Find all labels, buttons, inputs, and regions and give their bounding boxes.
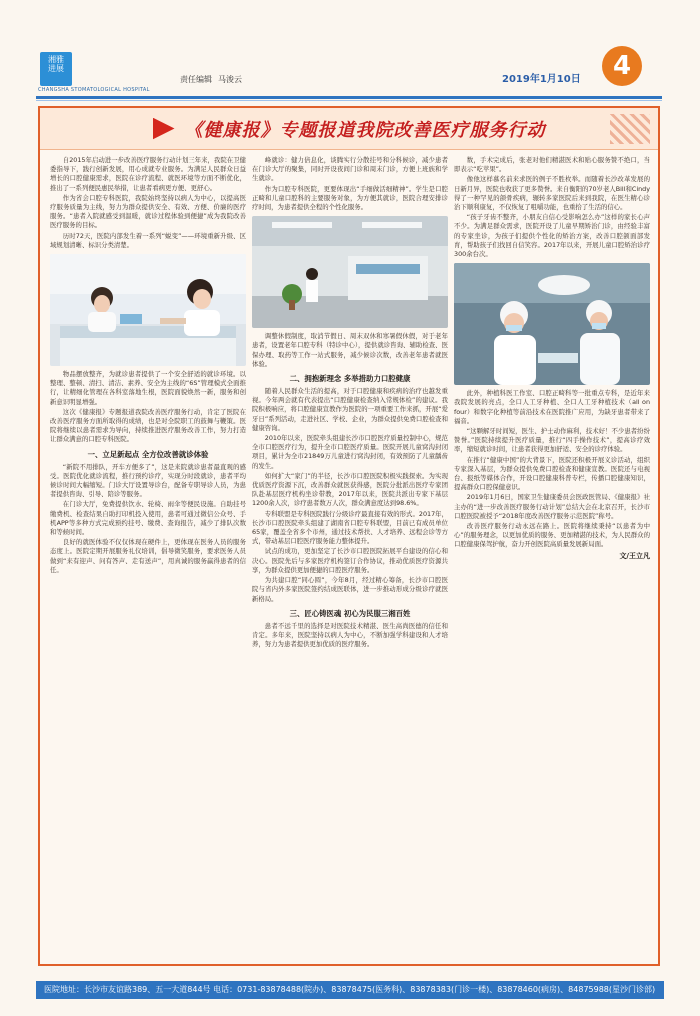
- headline: 《健康报》专题报道我院改善医疗服务行动: [184, 119, 546, 141]
- arrow-icon: [153, 118, 175, 140]
- article-column-3: [454, 156, 650, 962]
- paragraph: “新院不用排队，开车方便多了”，这是来院就诊患者最直观的感受。医院优化就诊流程，推行预约诊疗，实现分时段就诊，患者平均候诊时间大幅缩短。门诊大厅设置导诊台，配备专职导诊人员，为患者提供咨询、引导、陪诊等服务。: [50, 462, 246, 499]
- paragraph: 在推行“健康中国”的大背景下，医院还积极开展义诊活动，组织专家深入基层，为群众提供免费口腔检查和健康宣教。医院还与电视台、报纸等媒体合作，开设口腔健康科普专栏，传播口腔健康知识，提高群众口腔保健意识。: [454, 455, 650, 492]
- logo-subtitle: CHANGSHA STOMATOLOGICAL HOSPITAL: [38, 87, 150, 93]
- paragraph: 患者不远千里的选择是对医院技术精湛、医生高尚医德的信任和肯定。多年来，医院坚持以病人为中心，不断加强学科建设和人才培养，努力为患者提供更加优质的医疗服务。: [252, 621, 448, 649]
- masthead: [0, 0, 700, 96]
- author-byline: 文/王立凡: [619, 551, 650, 560]
- editor-label: 责任编辑: [180, 75, 212, 84]
- footer-contact-bar: 医院地址：长沙市友谊路389、五一大道844号 电话：0731-83878488(院办)、83878475(医务科)、83878383(门诊一楼)、83878460(病房)、84875988(星沙门诊部): [36, 981, 664, 999]
- photo-hospital-lobby: [252, 216, 448, 328]
- logo-line-2: 进展: [48, 64, 64, 73]
- paragraph: 2010年以来，医院牵头组建长沙市口腔医疗质量控制中心，规范全市口腔医疗行为，提升全市口腔医疗质量。医院开展儿童窝沟封闭项目，累计为全市21849万儿童进行窝沟封闭，有效预防了儿童龋齿的发生。: [252, 434, 448, 470]
- paragraph: “孩子牙齿不整齐，小朋友自信心受影响怎么办”这样的家长心声不少。为满足群众需求，医院开设了儿童早期矫治门诊，由经验丰富的专家坐诊，为孩子们提供个性化的矫治方案，改善口腔颌面部发育，帮助孩子们找回自信笑容。2017年以来，开展儿童口腔矫治诊疗300余台次。: [454, 213, 650, 259]
- paragraph: 这次《健康报》专题报道我院改善医疗服务行动，肯定了医院在改善医疗服务方面所取得的成绩，也是对全院职工的鼓舞与鞭策。医院将继续以患者需求为导向，持续推进医疗服务改善工作，努力打造让群众满意的口腔专科医院。: [50, 407, 246, 444]
- paragraph: 改善医疗服务行动永远在路上。医院将继续秉持“以患者为中心”的服务理念，以更加优质的服务、更加精湛的技术，为人民群众的口腔健康保驾护航，奋力开创医院高质量发展新局面。: [454, 522, 650, 549]
- newspaper-logo: [40, 52, 72, 86]
- header-rule: [36, 96, 662, 99]
- paragraph: 2019年1月6日，国家卫生健康委员会医政医管局、《健康报》社主办的“进一步改善医疗服务行动计划”总结大会在北京召开，长沙市口腔医院被授予“2018年度改善医疗服务示范医院”称号。: [454, 493, 650, 520]
- paragraph: 调整休假制度，取消节假日、周末双休和寒暑假休假，对于老年患者，设置老年口腔专科（特诊中心），提供就诊咨询、辅助检查、医保办理、取药等工作一站式服务，减少候诊次数，改善老年患者就医体验。: [252, 332, 448, 368]
- paragraph: “这颗解牙时间短，医生、护士动作麻利，技术好！不少患者纷纷赞誉。”医院持续提升医疗质量，推行“四手操作技术”，提高诊疗效率，缩短就诊时间，让患者获得更加舒适、安全的诊疗体验。: [454, 427, 650, 454]
- paragraph: 数，手术完成后，张老对他们精湛医术和贴心服务赞不绝口，当即表示“吃苹果”。: [454, 156, 650, 174]
- paragraph: 历时72天，医院内部发生着一系列“蜕变”——环境重新升级、区域规划清晰、标识分类清楚。: [50, 231, 246, 249]
- page-number-badge: 4: [602, 46, 642, 86]
- headline-banner: [40, 108, 658, 150]
- paragraph: 如何扩大“家门”的半径，长沙市口腔医院积极实践探索。为实现优质医疗资源下沉，改善群众就医获得感，医院分批派出医疗专家团队赴基层医疗机构坐诊带教，2017年以来，医院共派出专家下基层1200余人次，诊疗患者数万人次，群众满意度达到98.6%。: [252, 471, 448, 508]
- paragraph: 峰就诊：健力倍息化，谈腾实行分散挂号和分科候诊，减少患者在门诊大厅的聚集，同时开设夜间门诊和周末门诊，方便上班族和学生就诊。: [252, 156, 448, 183]
- section-heading: 三、匠心铸医魂 初心为民服三湘百姓: [289, 608, 411, 618]
- editor-credit: [180, 74, 242, 85]
- paragraph: 专科联盟是专科医院践行分级诊疗最直接有效的形式。2017年，长沙市口腔医院牵头组建了湖南省口腔专科联盟，目前已有成员单位65家，覆盖全省多个市州，通过技术帮扶、人才培养、远程会诊等方式，带动基层口腔医疗服务能力整体提升。: [252, 509, 448, 546]
- editor-name: 马浚云: [218, 75, 242, 84]
- photo-reception-desk: [50, 254, 246, 366]
- section-heading: 二、拥抱新理念 多举措助力口腔健康: [289, 374, 411, 384]
- paragraph: 此外，种植科医工作室、口腔正畸科等一批重点专科，是近年来我院发展的亮点，全口人工牙种植、全口人工牙种植技术（all on four）和数字化种植等前沿技术在医院推广应用，为缺牙患者带来了福音。: [454, 389, 650, 425]
- section-heading: 一、立足新起点 全方位改善就诊体验: [87, 449, 209, 459]
- article-column-1: [50, 156, 246, 962]
- paragraph: 随着人民群众生活的提高，对于口腔健康和疾病的治疗也越发重视。今年两会就有代表提出“口腔健康检查纳入常规体检”的建议。我院积极响应，将口腔健康宣教作为医院的一项重要工作来抓，开展“爱牙日”系列活动，走进社区、学校、企业，为群众提供免费口腔检查和健康咨询。: [252, 387, 448, 432]
- paragraph: 在门诊大厅，免费提供饮水、轮椅、雨伞等便民设施。自助挂号缴费机、检查结果自助打印机投入使用，患者可通过微信公众号、手机APP等多种方式完成预约挂号、缴费、查询报告，减少了排队次数和等候时间。: [50, 500, 246, 537]
- logo-line-1: 湘雅: [48, 55, 64, 64]
- paragraph: 自2015年启动进一步改善医疗服务行动计划三年来，我院在卫健委指导下，践行创新发展，用心成就专业服务。为满足人民群众日益增长的口腔健康需求，医院在诊疗流程、就医环境等方面不断优化，推出了一系列便民惠民举措，让患者看病更方便、更舒心。: [50, 156, 246, 192]
- paragraph: 试点的成功，更加坚定了长沙市口腔医院拓展平台建设的信心和决心。医院先后与多家医疗机构签订合作协议，推动优质医疗资源共享，为群众提供更加便捷的口腔医疗服务。: [252, 547, 448, 574]
- paragraph: 像他这样慕名前来求医的例子不胜枚举。而随着长沙改革发展的日新月异，医院也收获了更多赞誉。来自衡阳的70岁老人Bill和Cindy得了一种罕见的颌骨疾病，辗转多家医院后来到我院，在医生精心诊治下顺利康复，不仅恢复了咀嚼功能，也重拾了生活的信心。: [454, 175, 650, 212]
- decorative-pattern: [610, 114, 650, 144]
- paragraph: 作为省会口腔专科医院，我院始终坚持以病人为中心，以提高医疗服务质量为主线，努力为群众提供安全、有效、方便、价廉的医疗服务。“患者入院就感受到温暖，就诊过程体验到便捷”成为我院改善医疗服务的目标。: [50, 193, 246, 230]
- paragraph: 作为口腔专科医院，更要体现出“手细做活细精神”。学生是口腔正畸和儿童口腔科的主要服务对象，为方便其就诊，医院合理安排诊疗时间，为患者提供全程的个性化服务。: [252, 184, 448, 212]
- paragraph: 物品摆放整齐，为就诊患者提供了一个安全舒适的就诊环境。以整理、整顿、清扫、清洁、素养、安全为主线的“6S”管理模式全面推行，让精细化管理在各科室落地生根，医院面貌焕然一新，服务和创新意识明显增强。: [50, 370, 246, 406]
- issue-date: 2019年1月10日: [502, 74, 581, 85]
- article-frame: [38, 106, 660, 966]
- paragraph: 为共建口腔“同心圆”，今年8月，经过精心筹备，长沙市口腔医院与省内外多家医院签约结成医联体，进一步推动形成分级诊疗就医新格局。: [252, 576, 448, 603]
- photo-dental-surgery: [454, 263, 650, 385]
- header-rule-thin: [36, 100, 662, 101]
- article-column-2: [252, 156, 448, 962]
- paragraph: 良好的就医体验不仅仅体现在硬件上，更体现在医务人员的服务态度上。医院定期开展服务礼仪培训，倡导微笑服务，要求医务人员做到“来有迎声、问有答声、走有送声”，用真诚的服务赢得患者的信任。: [50, 538, 246, 574]
